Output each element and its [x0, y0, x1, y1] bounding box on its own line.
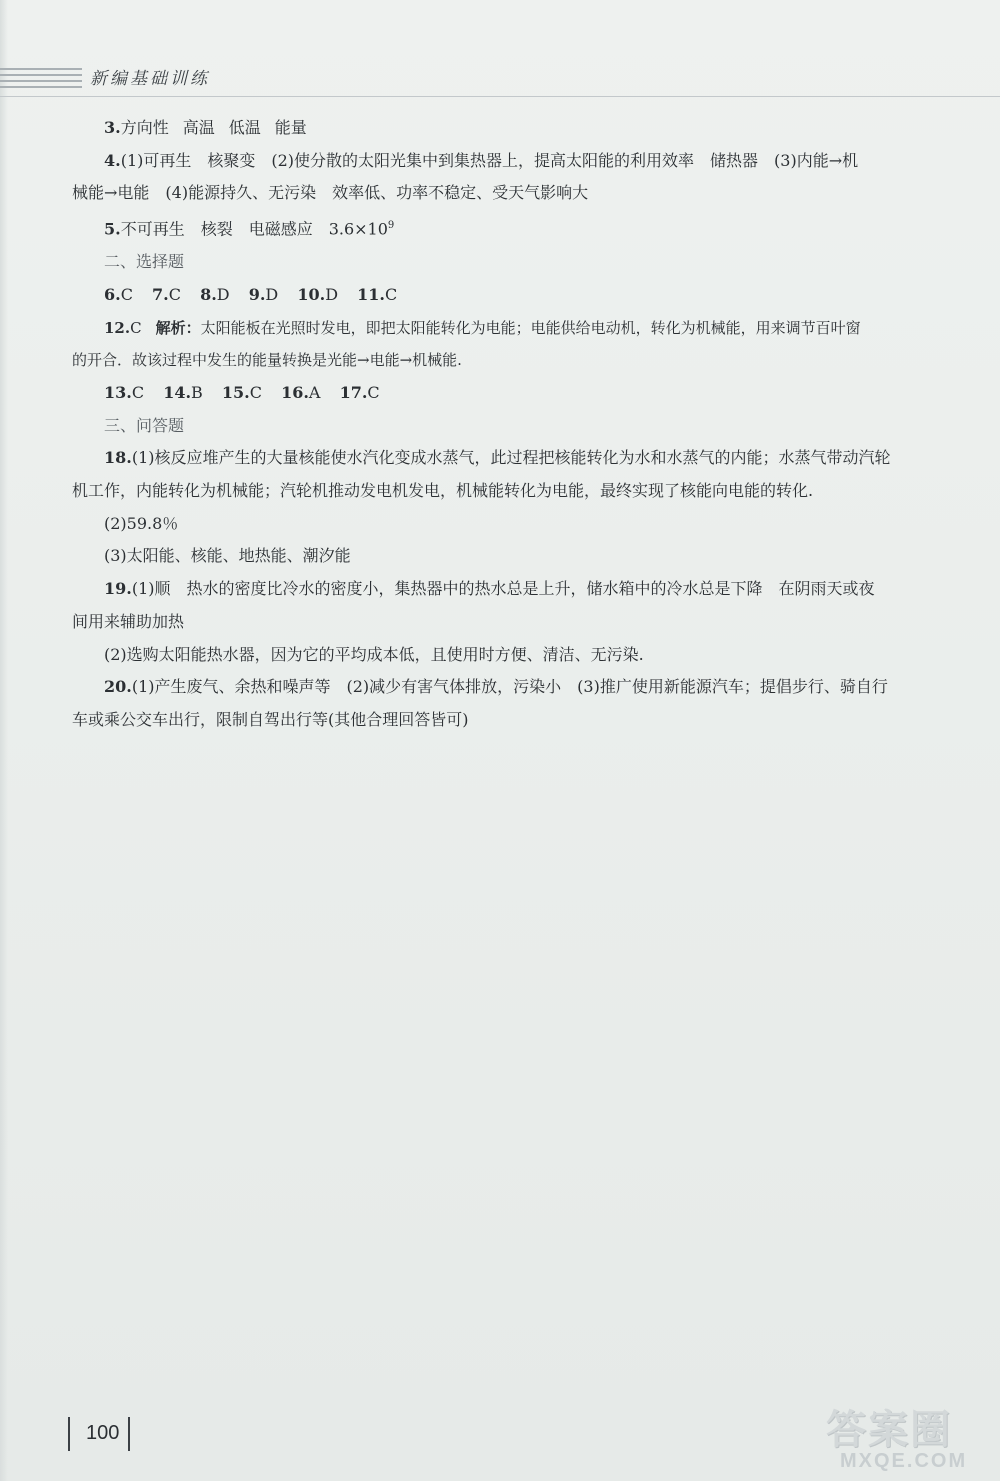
answer-line-18a: 18.(1)核反应堆产生的大量核能使水汽化变成水蒸气，此过程把核能转化为水和水蒸气的内能；水蒸气带动汽轮: [104, 448, 891, 468]
answer-line-20a: 20.(1)产生废气、余热和噪声等 (2)减少有害气体排放，污染小 (3)推广使用新能源汽车；提倡步行、骑自行: [104, 677, 888, 697]
answer-line-5: 5.不可再生 核裂 电磁感应 $3.6\times 10^9$: [104, 219, 395, 239]
page-number: 100: [86, 1422, 120, 1444]
section-heading-qa: 三、问答题: [104, 415, 185, 435]
watermark-logo-text: 答案圈: [826, 1408, 952, 1452]
answer-line-18b: 机工作，内能转化为机械能；汽轮机推动发电机发电，机械能转化为电能，最终实现了核能向电能的转化.: [72, 481, 814, 501]
answer-line-12b: 的开合．故该过程中发生的能量转换是光能→电能→机械能.: [72, 351, 462, 370]
answer-line-4b: 械能→电能 (4)能源持久、无污染 效率低、功率不稳定、受天气影响大: [72, 183, 589, 203]
page-number-right-bar: [128, 1417, 130, 1451]
answer-line-19b: 间用来辅助加热: [72, 611, 185, 631]
answer-line-18c: (2)59.8％: [104, 513, 179, 533]
answer-line-6-11: 6.C 7.C 8.D 9.D 10.D 11.C: [104, 284, 398, 304]
page-edge-shadow: [0, 0, 8, 1481]
site-watermark: [820, 1398, 990, 1476]
answer-line-4a: 4.(1)可再生 核聚变 (2)使分散的太阳光集中到集热器上，提高太阳能的利用效率 储热器 (3)内能→机: [104, 150, 859, 170]
answer-line-12a: 12.C 解析：太阳能板在光照时发电，即把太阳能转化为电能；电能供给电动机，转化为机械能，用来调节百叶窗: [104, 318, 861, 337]
header-decoration: [0, 68, 82, 94]
answer-line-19a: 19.(1)顺 热水的密度比冷水的密度小，集热器中的热水总是上升，储水箱中的冷水总是下降 在阴雨天或夜: [104, 579, 875, 599]
answer-line-19c: (2)选购太阳能热水器，因为它的平均成本低，且使用时方便、清洁、无污染.: [104, 644, 644, 664]
answer-content: [72, 112, 952, 737]
answer-line-13-17: 13.C 14.B 15.C 16.A 17.C: [104, 382, 380, 402]
answer-line-20b: 车或乘公交车出行，限制自驾出行等(其他合理回答皆可): [72, 709, 469, 729]
watermark-url-text: MXQE.COM: [840, 1450, 968, 1472]
page-header: [0, 62, 1000, 102]
section-heading-choice: 二、选择题: [104, 252, 185, 272]
answer-line-3: 3.方向性 高温 低温 能量: [104, 118, 307, 137]
answer-line-18d: (3)太阳能、核能、地热能、潮汐能: [104, 546, 351, 566]
book-title: 新编基础训练: [90, 69, 210, 89]
page-number-left-bar: [68, 1417, 70, 1451]
header-divider: [0, 96, 1000, 97]
